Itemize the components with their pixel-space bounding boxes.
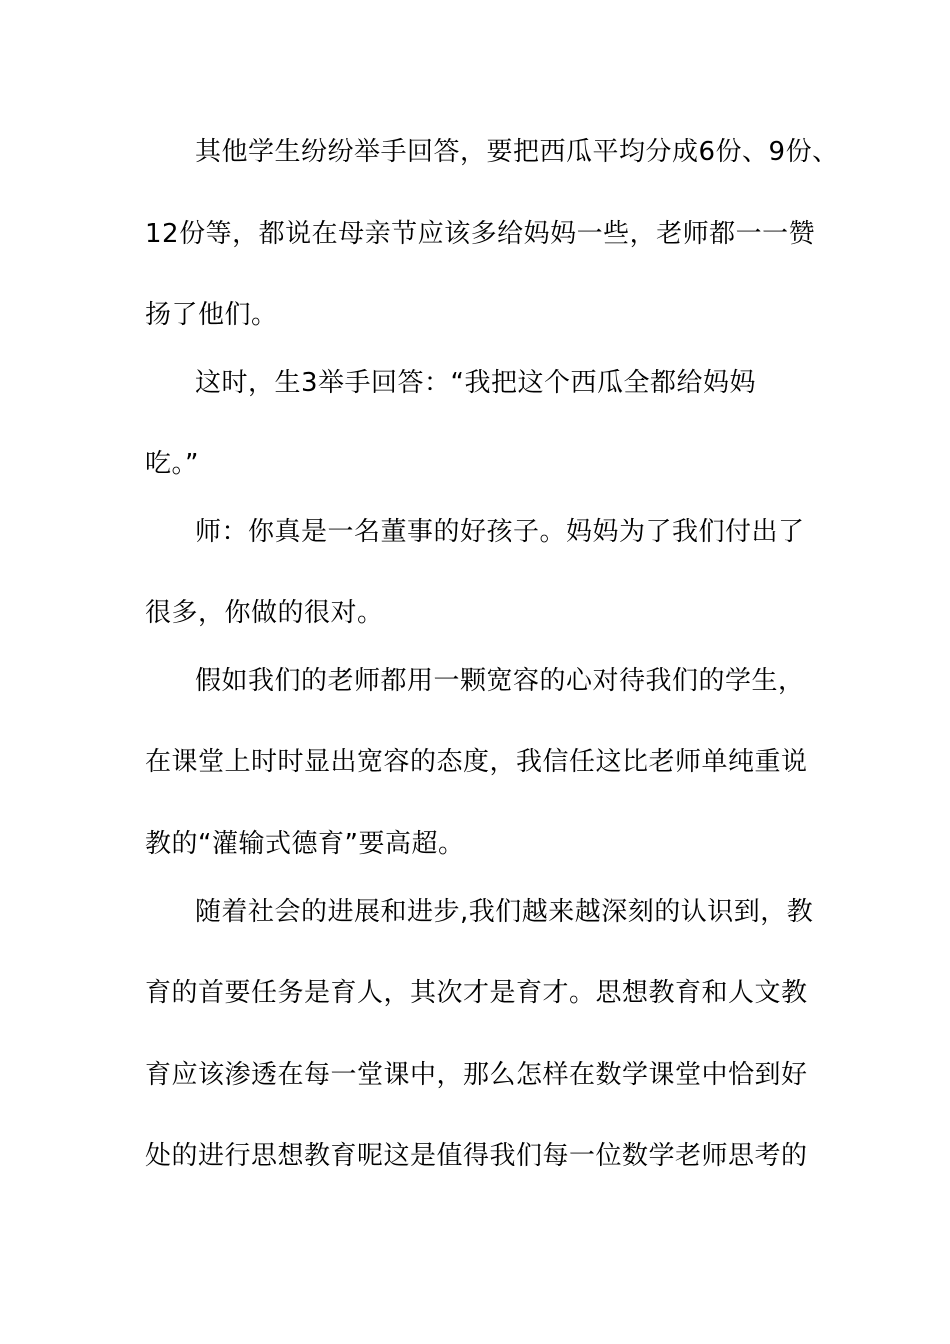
- text-line: 其他学生纷纷举手回答，要把西瓜平均分成6份、9份、: [195, 137, 839, 167]
- text-line: 在课堂上时时显出宽容的态度，我信任这比老师单纯重说: [145, 747, 808, 777]
- text-line: 育应该渗透在每一堂课中，那么怎样在数学课堂中恰到好: [145, 1060, 808, 1090]
- text-line: 这时，生3举手回答：“我把这个西瓜全都给妈妈: [195, 368, 757, 398]
- text-line: 假如我们的老师都用一颗宽容的心对待我们的学生，: [195, 666, 805, 696]
- text-line: 随着社会的进展和进步,我们越来越深刻的认识到，教: [195, 897, 814, 927]
- text-line: 吃。”: [145, 449, 199, 479]
- text-line: 扬了他们。: [145, 300, 278, 330]
- text-line: 师：你真是一名董事的好孩子。妈妈为了我们付出了: [195, 517, 805, 547]
- text-line: 教的“灌输式德育”要高超。: [145, 829, 465, 859]
- text-line: 育的首要任务是育人，其次才是育才。思想教育和人文教: [145, 978, 808, 1008]
- text-line: 处的进行思想教育呢这是值得我们每一位数学老师思考的: [145, 1141, 808, 1171]
- text-line: 12份等，都说在母亲节应该多给妈妈一些，老师都一一赞: [145, 219, 816, 249]
- text-line: 很多，你做的很对。: [145, 598, 384, 628]
